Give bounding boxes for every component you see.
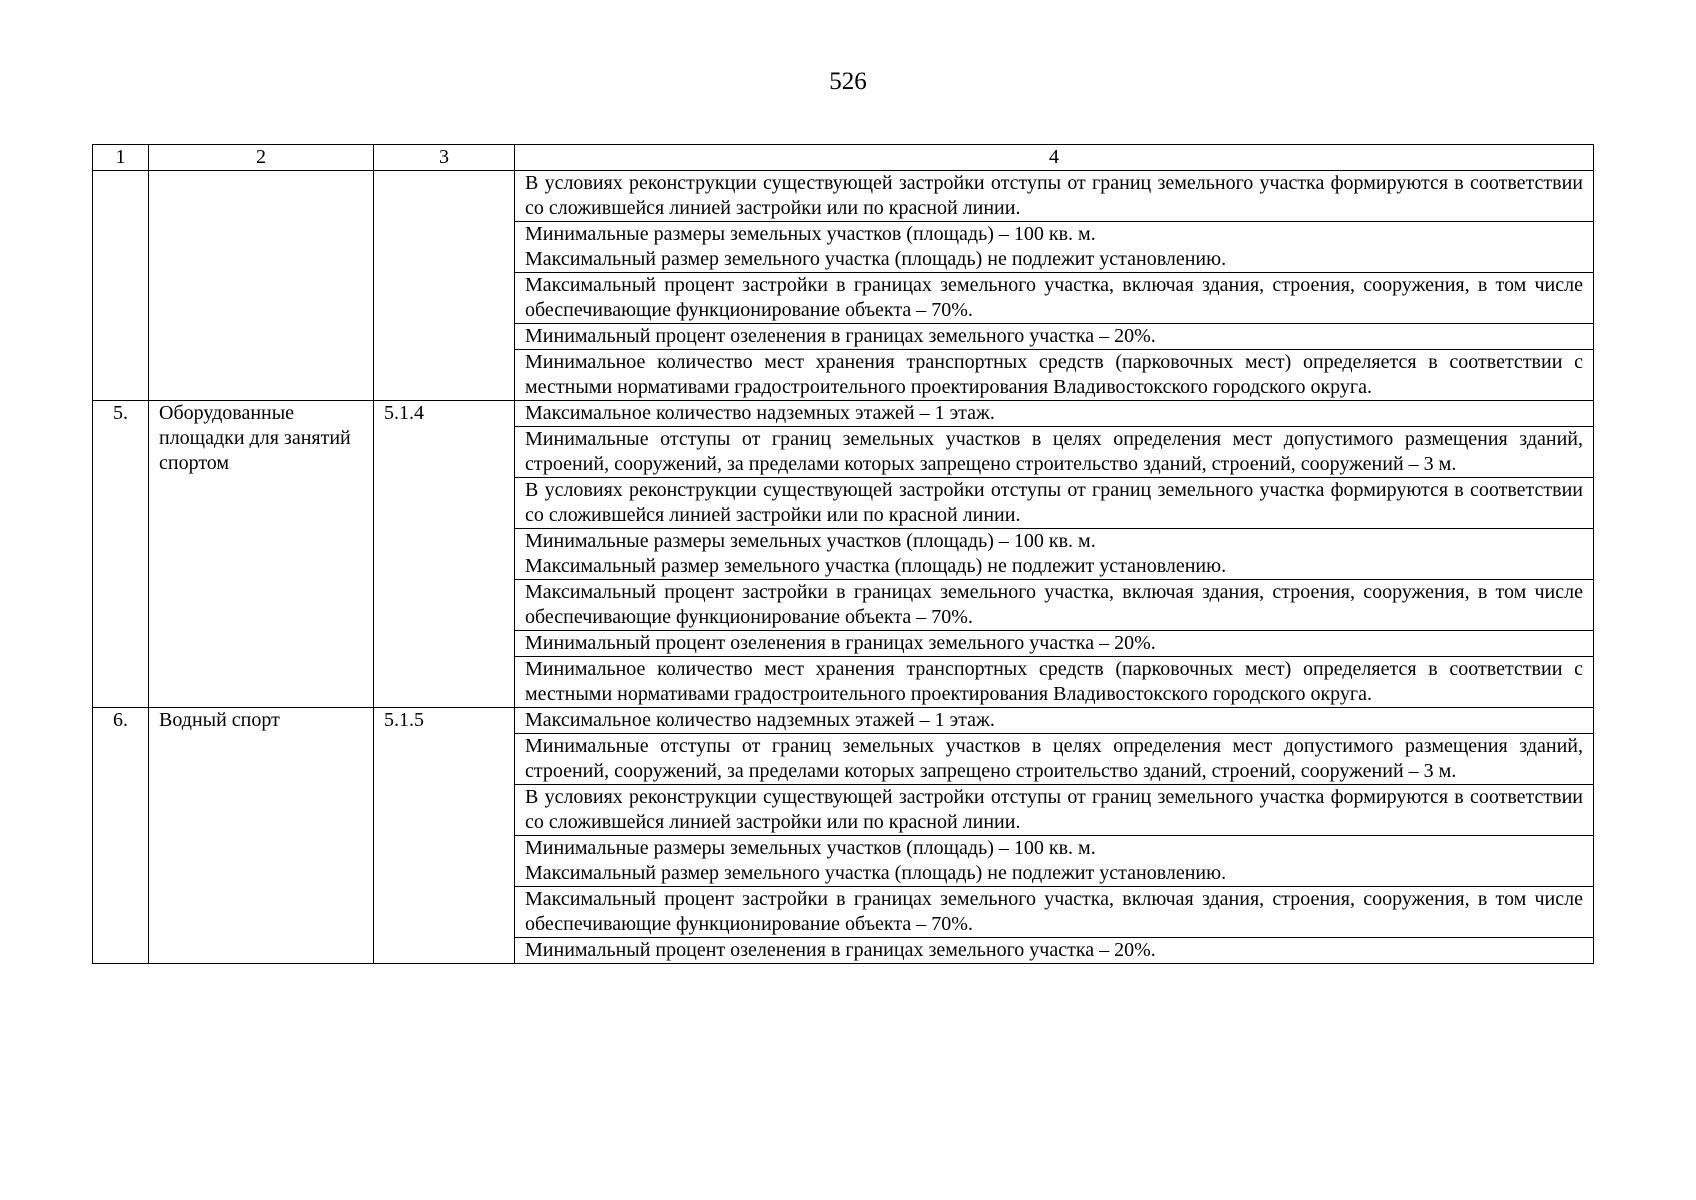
land-use-name: Водный спорт <box>149 708 374 964</box>
parameter-cell: В условиях реконструкции существующей застройки отступы от границ земельного участка формируются в соответствии со сложившейся линией застройки или по красной линии. <box>515 171 1594 222</box>
parameter-cell: Максимальный процент застройки в границах земельного участка, включая здания, строения, сооружения, в том числе обеспечивающие функционирование объекта – 70%. <box>515 580 1594 631</box>
parameter-cell: Минимальный процент озеленения в границах земельного участка – 20%. <box>515 938 1594 964</box>
land-use-code: 5.1.4 <box>374 401 515 708</box>
regulations-table <box>92 144 1594 964</box>
land-use-code: 5.1.5 <box>374 708 515 964</box>
parameter-line: Максимальный размер земельного участка (площадь) не подлежит установлению. <box>525 555 1227 577</box>
land-use-name: Оборудованные площадки для занятий спортом <box>149 401 374 708</box>
parameter-cell: В условиях реконструкции существующей застройки отступы от границ земельного участка формируются в соответствии со сложившейся линией застройки или по красной линии. <box>515 478 1594 529</box>
header-col-1: 1 <box>93 145 149 171</box>
parameter-cell: Максимальный процент застройки в границах земельного участка, включая здания, строения, сооружения, в том числе обеспечивающие функционирование объекта – 70%. <box>515 887 1594 938</box>
parameter-cell: Максимальный процент застройки в границах земельного участка, включая здания, строения, сооружения, в том числе обеспечивающие функционирование объекта – 70%. <box>515 273 1594 324</box>
parameter-line: Максимальный размер земельного участка (площадь) не подлежит установлению. <box>525 862 1227 884</box>
table-header-row <box>93 145 1594 171</box>
parameter-cell: Минимальные отступы от границ земельных участков в целях определения мест допустимого размещения зданий, строений, сооружений, за пределами которых запрещено строительство зданий, строений, сооружений – 3 м. <box>515 734 1594 785</box>
row-number: 5. <box>93 401 149 708</box>
parameter-cell: Минимальный процент озеленения в границах земельного участка – 20%. <box>515 324 1594 350</box>
parameter-line: Минимальные размеры земельных участков (площадь) – 100 кв. м. <box>525 530 1096 552</box>
parameter-cell: Минимальный процент озеленения в границах земельного участка – 20%. <box>515 631 1594 657</box>
parameter-cell: Максимальное количество надземных этажей – 1 этаж. <box>515 401 1594 427</box>
parameter-cell: Максимальное количество надземных этажей – 1 этаж. <box>515 708 1594 734</box>
continuation-name-cell <box>149 171 374 401</box>
parameter-line: Максимальный размер земельного участка (площадь) не подлежит установлению. <box>525 248 1227 270</box>
header-col-3: 3 <box>374 145 515 171</box>
continuation-num-cell <box>93 171 149 401</box>
page-number: 526 <box>829 68 867 95</box>
header-col-2: 2 <box>149 145 374 171</box>
parameter-cell: Минимальные отступы от границ земельных участков в целях определения мест допустимого размещения зданий, строений, сооружений, за пределами которых запрещено строительство зданий, строений, сооружений – 3 м. <box>515 427 1594 478</box>
parameter-cell <box>515 529 1594 580</box>
header-col-4: 4 <box>515 145 1594 171</box>
parameter-cell: Минимальное количество мест хранения транспортных средств (парковочных мест) определяется в соответствии с местными нормативами градостроительного проектирования Владивостокского городского округа. <box>515 350 1594 401</box>
continuation-code-cell <box>374 171 515 401</box>
parameter-cell: Минимальное количество мест хранения транспортных средств (парковочных мест) определяется в соответствии с местными нормативами градостроительного проектирования Владивостокского городского округа. <box>515 657 1594 708</box>
table-row <box>93 708 1594 734</box>
parameter-line: Минимальные размеры земельных участков (площадь) – 100 кв. м. <box>525 837 1096 859</box>
parameter-cell <box>515 836 1594 887</box>
parameter-cell <box>515 222 1594 273</box>
parameter-cell: В условиях реконструкции существующей застройки отступы от границ земельного участка формируются в соответствии со сложившейся линией застройки или по красной линии. <box>515 785 1594 836</box>
table-row <box>93 401 1594 427</box>
row-number: 6. <box>93 708 149 964</box>
parameter-line: Минимальные размеры земельных участков (площадь) – 100 кв. м. <box>525 223 1096 245</box>
table-row <box>93 171 1594 222</box>
